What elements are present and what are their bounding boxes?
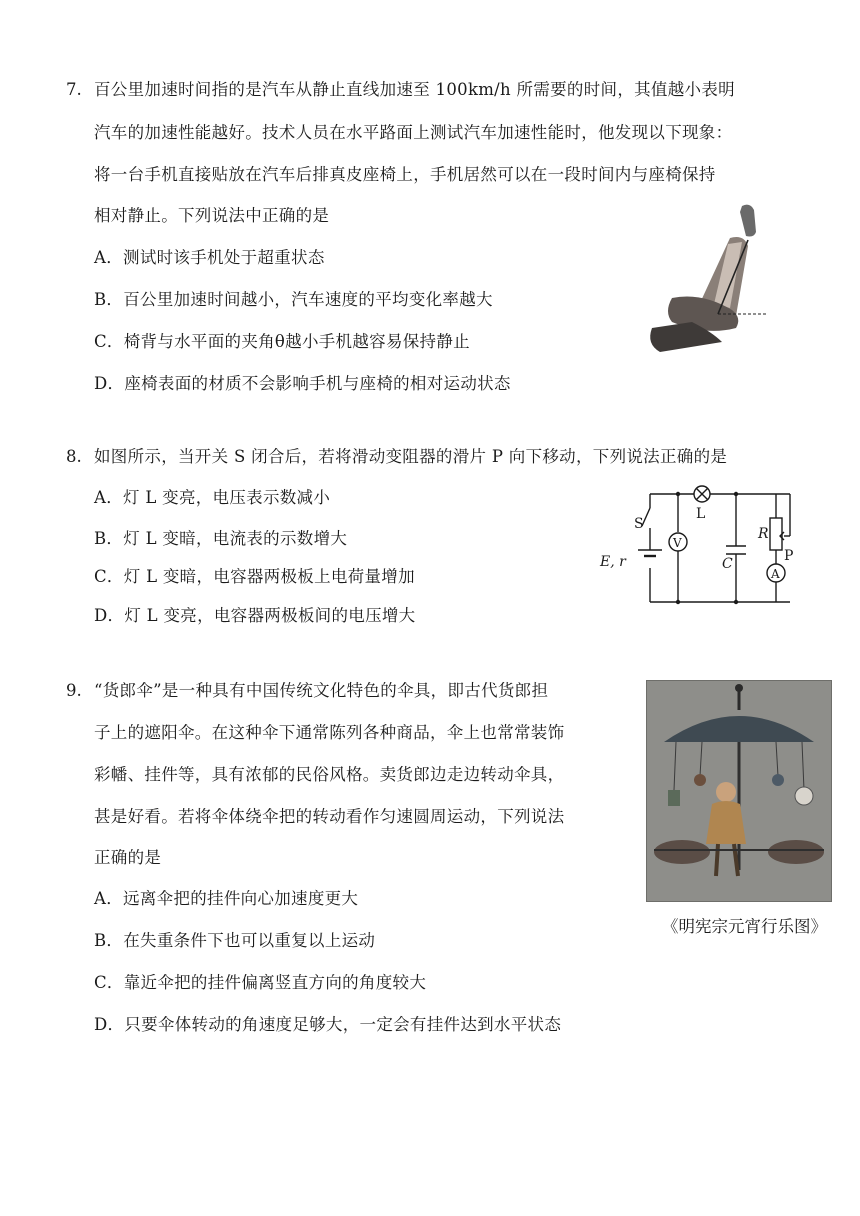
umbrella-top-knob bbox=[735, 684, 743, 692]
car-seat-figure bbox=[632, 198, 772, 358]
option-c: C．灯 L 变暗，电容器两极板上电荷量增加 bbox=[94, 567, 415, 586]
option-b: B．在失重条件下也可以重复以上运动 bbox=[94, 931, 376, 950]
circuit-diagram bbox=[598, 476, 808, 610]
option-d: D．只要伞体转动的角速度足够大，一定会有挂件达到水平状态 bbox=[94, 1015, 562, 1034]
goods-basket-right bbox=[768, 840, 824, 864]
question-stem-line: 相对静止。下列说法中正确的是 bbox=[94, 206, 330, 225]
question-number: 8. bbox=[66, 447, 82, 466]
option-a: A．远离伞把的挂件向心加速度更大 bbox=[94, 889, 359, 908]
option-a: A．灯 L 变亮，电压表示数减小 bbox=[94, 488, 331, 507]
question-number: 9. bbox=[66, 681, 82, 700]
question-stem-line: 百公里加速时间指的是汽车从静止直线加速至 100km/h 所需要的时间，其值越小表明 bbox=[94, 80, 735, 99]
option-b: B．百公里加速时间越小，汽车速度的平均变化率越大 bbox=[94, 290, 493, 309]
question-stem-line: 子上的遮阳伞。在这种伞下通常陈列各种商品，伞上也常常装饰 bbox=[94, 723, 565, 742]
ornament-wheel bbox=[795, 787, 813, 805]
junction-dot bbox=[734, 600, 738, 604]
question-stem-line: 将一台手机直接贴放在汽车后排真皮座椅上，手机居然可以在一段时间内与座椅保持 bbox=[94, 165, 716, 184]
resistor-rect bbox=[770, 518, 782, 550]
resistor-label: R bbox=[758, 526, 769, 542]
question-number: 7. bbox=[66, 80, 82, 99]
option-c: C．靠近伞把的挂件偏离竖直方向的角度较大 bbox=[94, 973, 427, 992]
vendor-body bbox=[706, 801, 746, 844]
painting-caption: 《明宪宗元宵行乐图》 bbox=[662, 917, 827, 936]
question-stem-line: 如图所示，当开关 S 闭合后，若将滑动变阻器的滑片 P 向下移动，下列说法正确的是 bbox=[94, 447, 728, 466]
switch-label: S bbox=[634, 516, 644, 532]
capacitor-label: C bbox=[722, 556, 733, 572]
question-stem-line: 彩幡、挂件等，具有浓郁的民俗风格。卖货郎边走边转动伞具， bbox=[94, 765, 565, 784]
question-stem-line: “货郎伞”是一种具有中国传统文化特色的伞具，即古代货郎担 bbox=[94, 681, 549, 700]
option-c: C．椅背与水平面的夹角θ越小手机越容易保持静止 bbox=[94, 332, 470, 351]
option-a: A．测试时该手机处于超重状态 bbox=[94, 248, 325, 267]
slider-label: P bbox=[784, 548, 794, 564]
ornament-ball bbox=[772, 774, 784, 786]
question-stem-line: 甚是好看。若将伞体绕伞把的转动看作匀速圆周运动，下列说法 bbox=[94, 807, 565, 826]
source-label: E, r bbox=[600, 554, 626, 570]
voltmeter-label: V bbox=[673, 536, 682, 550]
ornament-ball bbox=[694, 774, 706, 786]
goods-basket-left bbox=[654, 840, 710, 864]
vendor-head bbox=[716, 782, 736, 802]
option-d: D．灯 L 变亮，电容器两极板间的电压增大 bbox=[94, 606, 416, 625]
headrest-shape bbox=[740, 205, 756, 237]
vendor-leg bbox=[716, 844, 718, 876]
option-b: B．灯 L 变暗，电流表的示数增大 bbox=[94, 529, 348, 548]
lamp-label: L bbox=[696, 506, 706, 522]
junction-dot bbox=[676, 492, 680, 496]
question-stem-line: 汽车的加速性能越好。技术人员在水平路面上测试汽车加速性能时，他发现以下现象： bbox=[94, 123, 733, 142]
ammeter-label: A bbox=[771, 567, 780, 581]
question-stem-line: 正确的是 bbox=[94, 848, 162, 867]
junction-dot bbox=[676, 600, 680, 604]
ornament-lantern-left bbox=[668, 790, 680, 806]
painting-figure bbox=[646, 680, 832, 902]
junction-dot bbox=[734, 492, 738, 496]
option-d: D．座椅表面的材质不会影响手机与座椅的相对运动状态 bbox=[94, 374, 511, 393]
